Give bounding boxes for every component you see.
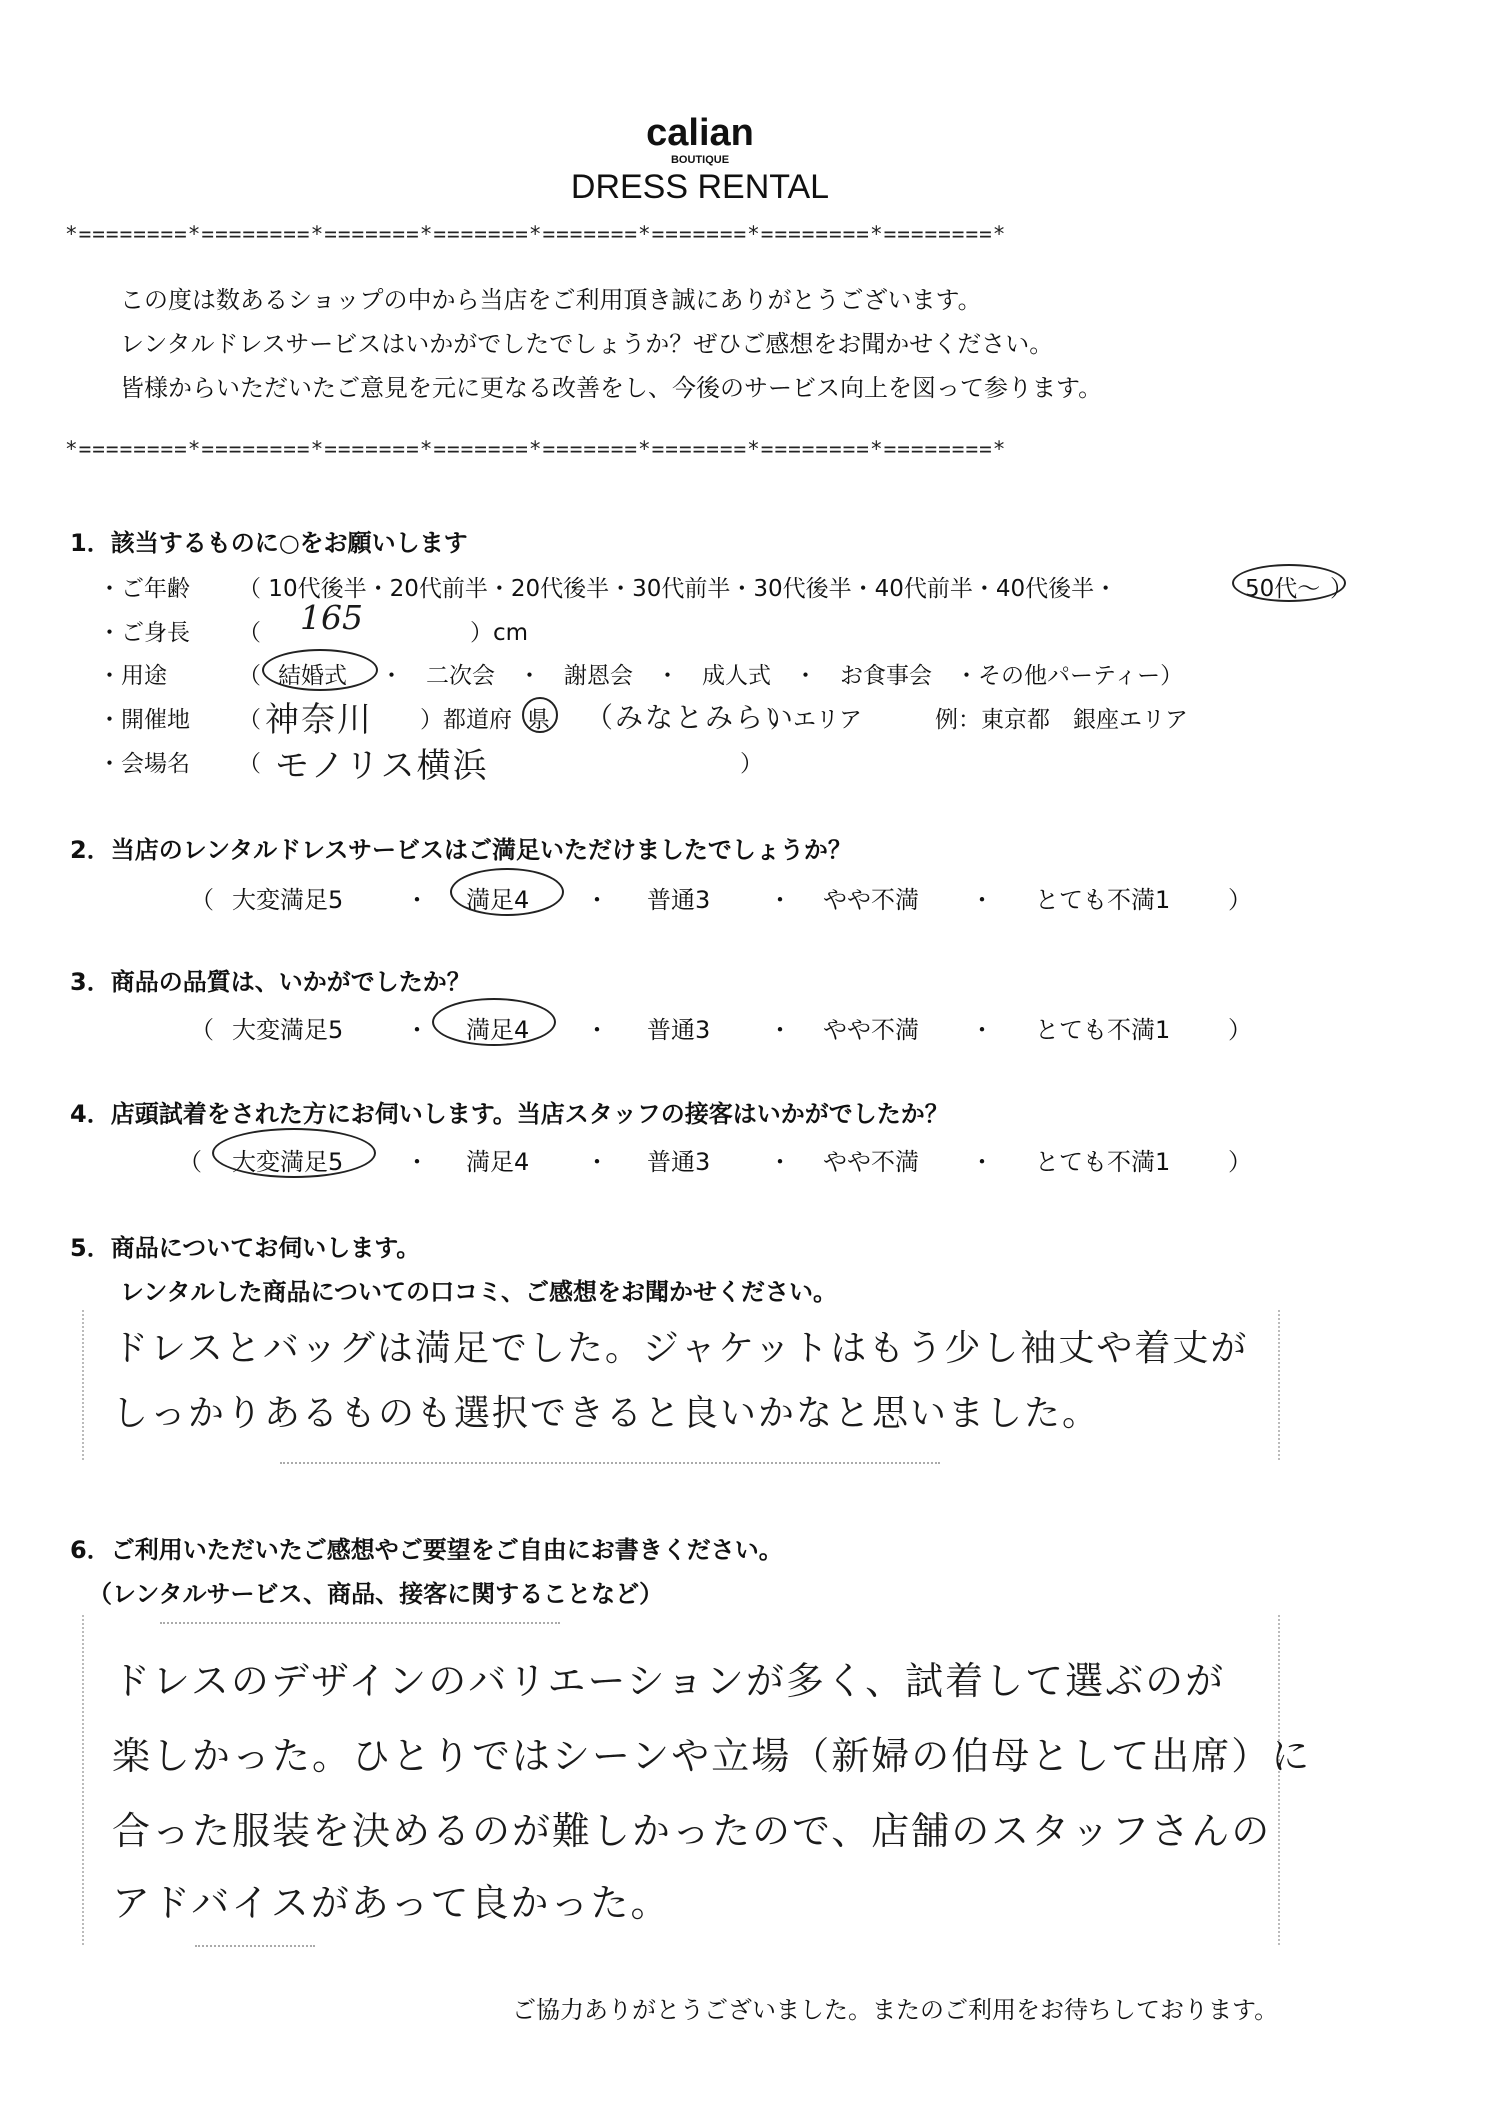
q4-dot: ・ [585, 1148, 609, 1176]
q4-title: 4．店頭試着をされた方にお伺いします。当店スタッフの接客はいかがでしたか？ [70, 1100, 949, 1128]
q4-close: ） [1228, 1148, 1252, 1176]
q4-selection-circle [212, 1128, 376, 1178]
q6-subtitle: （レンタルサービス、商品、接客に関することなど） [88, 1580, 664, 1608]
intro-line-2: レンタルドレスサービスはいかがでしたでしょうか？ぜひご感想をお聞かせください。 [120, 330, 1054, 358]
q5-answer-line-2[interactable]: しっかりあるものも選択できると良いかなと思いました。 [112, 1393, 1101, 1434]
q3-title: 3．商品の品質は、いかがでしたか？ [70, 968, 471, 996]
venue-name-label: ・会場名 [98, 751, 190, 777]
q4-dot: ・ [970, 1148, 994, 1176]
q6-answer-line-4[interactable]: アドバイスがあって良かった。 [112, 1881, 671, 1925]
q6-box-left [82, 1615, 84, 1945]
prefecture-type-circle [522, 697, 558, 733]
q5-box-left [82, 1310, 84, 1460]
age-selection-circle [1232, 564, 1346, 602]
height-value[interactable]: 165 [300, 598, 363, 637]
q4-dot: ・ [405, 1148, 429, 1176]
q2-option-3[interactable]: 普通3 [647, 886, 711, 914]
q3-dot: ・ [585, 1016, 609, 1044]
q4-option-1[interactable]: とても不満1 [1035, 1148, 1171, 1176]
q2-option-5[interactable]: 大変満足5 [232, 886, 344, 914]
q6-box-top [160, 1622, 560, 1624]
q2-close: ） [1228, 886, 1252, 914]
age-selected[interactable]: 50代～ [1245, 576, 1321, 602]
q2-option-1[interactable]: とても不満1 [1035, 886, 1171, 914]
q3-dot: ・ [405, 1016, 429, 1044]
q3-selection-circle [432, 998, 556, 1046]
q5-answer-line-1[interactable]: ドレスとバッグは満足でした。ジャケットはもう少し袖丈や着丈が [112, 1328, 1249, 1369]
q3-close: ） [1228, 1016, 1252, 1044]
age-label: ・ご年齢 [98, 576, 190, 602]
prefecture-value[interactable]: 神奈川 [265, 700, 373, 740]
q3-open: （ [190, 1016, 214, 1044]
age-options: （ 10代後半・20代前半・20代後半・30代前半・30代後半・40代前半・40代後半・ [238, 576, 1118, 602]
area-suffix: ）エリア [770, 707, 862, 733]
q2-dot: ・ [585, 886, 609, 914]
venue-area-label: ・開催地 [98, 707, 190, 733]
purpose-selection-circle [262, 649, 378, 691]
q6-answer-line-3[interactable]: 合った服装を決めるのが難しかったので、店舗のスタッフさんの [112, 1809, 1272, 1853]
q5-title: 5．商品についてお伺いします。 [70, 1234, 421, 1262]
q3-option-3[interactable]: 普通3 [647, 1016, 711, 1044]
q6-answer-line-1[interactable]: ドレスのデザインのバリエーションが多く、試着して選ぶのが [112, 1659, 1226, 1703]
q4-option-2[interactable]: やや不満 [823, 1148, 919, 1176]
q2-dot: ・ [970, 886, 994, 914]
prefecture-type-selected[interactable]: 県 [527, 707, 550, 733]
q4-option-4[interactable]: 満足4 [466, 1148, 530, 1176]
q6-answer-line-2[interactable]: 楽しかった。ひとりではシーンや立場（新婦の伯母として出席）に [112, 1734, 1312, 1778]
q2-selection-circle [450, 868, 564, 916]
age-close: ） [1330, 576, 1353, 602]
venue-name-close: ） [740, 751, 763, 777]
height-unit: ）cm [470, 620, 529, 646]
q5-box-bottom [280, 1462, 940, 1464]
height-open: （ [238, 620, 261, 646]
q6-title: 6．ご利用いただいたご感想やご要望をご自由にお書きください。 [70, 1536, 783, 1564]
intro-line-3: 皆様からいただいたご意見を元に更なる改善をし、今後のサービス向上を図って参ります。 [120, 374, 1103, 402]
q2-open: （ [190, 886, 214, 914]
purpose-selected[interactable]: 結婚式 [278, 663, 347, 689]
q2-dot: ・ [768, 886, 792, 914]
height-label: ・ご身長 [98, 620, 190, 646]
q5-subtitle: レンタルした商品についての口コミ、ご感想をお聞かせください。 [120, 1278, 837, 1306]
q2-option-2[interactable]: やや不満 [823, 886, 919, 914]
purpose-options: ・ 二次会 ・ 謝恩会 ・ 成人式 ・ お食事会 ・その他パーティー） [380, 663, 1184, 689]
prefecture-suffix: ）都道府 [420, 707, 512, 733]
q5-box-right [1278, 1310, 1280, 1460]
separator-bottom: *========*========*=======*=======*=======*=======*========*========* [65, 437, 1007, 461]
separator-top: *========*========*=======*=======*=======*=======*========*========* [65, 222, 1007, 246]
q6-box-bottom [195, 1945, 315, 1947]
q4-open: （ [178, 1148, 202, 1176]
brand-sublabel: BOUTIQUE [670, 154, 730, 166]
q3-option-5[interactable]: 大変満足5 [232, 1016, 344, 1044]
area-value[interactable]: （みなとみらい [585, 701, 796, 734]
q4-dot: ・ [768, 1148, 792, 1176]
q2-option-4[interactable]: 満足4 [466, 886, 530, 914]
purpose-label: ・用途 [98, 663, 167, 689]
q1-title: 1．該当するものに○をお願いします [70, 529, 468, 557]
q3-dot: ・ [768, 1016, 792, 1044]
venue-name-value[interactable]: モノリス横浜 [275, 746, 489, 786]
brand-logo: calian [646, 112, 754, 154]
q3-option-1[interactable]: とても不満1 [1035, 1016, 1171, 1044]
area-example: 例：東京都 銀座エリア [935, 707, 1188, 733]
purpose-open: （ [238, 663, 261, 689]
q3-option-4[interactable]: 満足4 [466, 1016, 530, 1044]
q4-option-3[interactable]: 普通3 [647, 1148, 711, 1176]
q6-box-right [1278, 1615, 1280, 1945]
venue-area-open: （ [238, 707, 261, 733]
footer-thanks: ご協力ありがとうございました。またのご利用をお待ちしております。 [512, 1996, 1279, 2024]
form-title: DRESS RENTAL [570, 168, 830, 206]
q2-dot: ・ [405, 886, 429, 914]
q3-option-2[interactable]: やや不満 [823, 1016, 919, 1044]
q4-option-5[interactable]: 大変満足5 [232, 1148, 344, 1176]
q3-dot: ・ [970, 1016, 994, 1044]
intro-line-1: この度は数あるショップの中から当店をご利用頂き誠にありがとうございます。 [120, 286, 982, 314]
venue-name-open: （ [238, 751, 261, 777]
q2-title: 2．当店のレンタルドレスサービスはご満足いただけましたでしょうか？ [70, 836, 852, 864]
